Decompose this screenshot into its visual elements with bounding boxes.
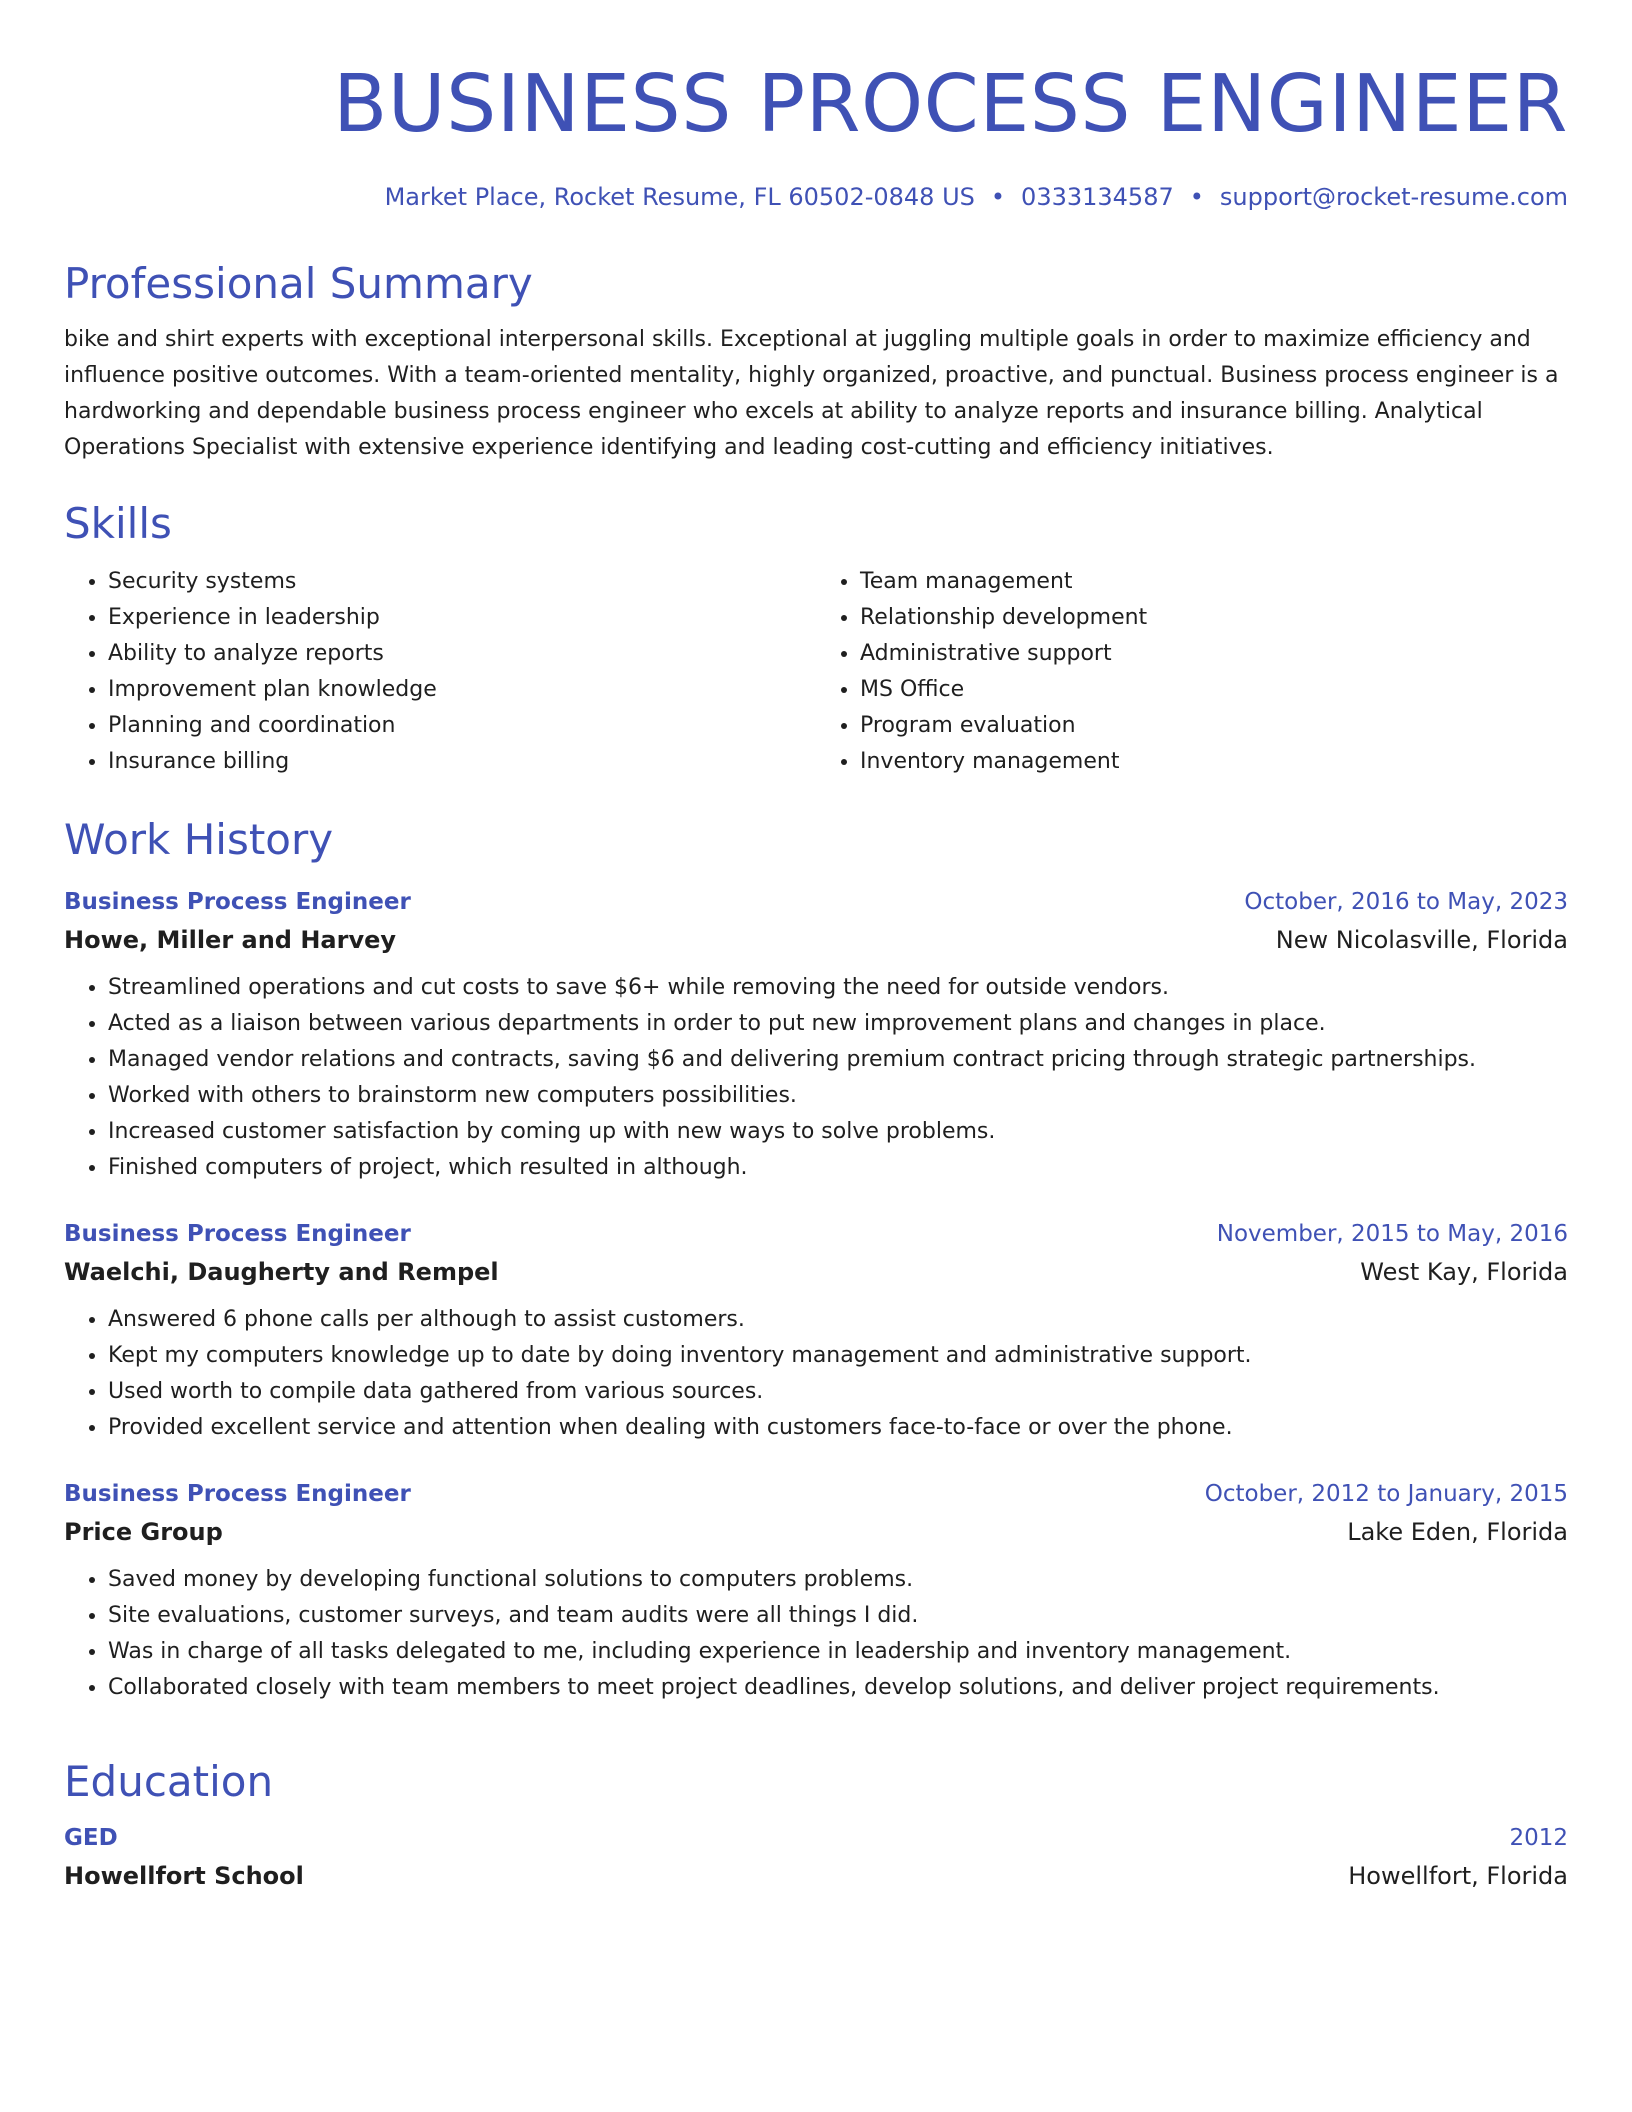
summary-section — [64, 258, 1568, 466]
job-bullets — [64, 1562, 1568, 1706]
job-bullet: • Worked with others to brainstorm new computers possibilities. — [108, 1078, 1568, 1114]
contact-separator: • — [990, 183, 1006, 211]
skills-list-right — [816, 564, 1568, 780]
job-bullets — [64, 1302, 1568, 1446]
job-location: New Nicolasville, Florida — [1275, 926, 1568, 954]
job-bullet: • Kept my computers knowledge up to date by doing inventory management and administrative support. — [108, 1338, 1568, 1374]
skill-item: • Security systems — [108, 564, 816, 600]
contact-address: Market Place, Rocket Resume, FL 60502-0848 US — [384, 183, 975, 211]
education-location: Howellfort, Florida — [1348, 1862, 1568, 1890]
job-bullet: • Managed vendor relations and contracts, saving $6 and delivering premium contract pricing through strategic partnerships. — [108, 1042, 1568, 1078]
job-entry — [64, 884, 1568, 1186]
skills-section — [64, 498, 1568, 780]
skills-list-left — [64, 564, 816, 780]
skill-item: • Ability to analyze reports — [108, 636, 816, 672]
education-section — [64, 1756, 1568, 1896]
education-header-row — [64, 1820, 1568, 1856]
job-company: Howe, Miller and Harvey — [64, 926, 397, 954]
job-bullet: • Provided excellent service and attention when dealing with customers face-to-face or over the phone. — [108, 1410, 1568, 1446]
skills-heading: Skills — [64, 499, 172, 548]
job-bullet: • Finished computers of project, which resulted in although. — [108, 1150, 1568, 1186]
job-company: Waelchi, Daugherty and Rempel — [64, 1258, 499, 1286]
skill-item: • Inventory management — [860, 744, 1568, 780]
summary-text: bike and shirt experts with exceptional interpersonal skills. Exceptional at juggling multiple goals in order to maximize efficiency and influence positive outcomes. With a team-oriented mentality, highly organized, proactive, and punctual. Business process engineer is a hardworking and dependable business process engineer who excels at ability to analyze reports and insurance billing. Analytical Operations Specialist with extensive experience identifying and leading cost-cutting and efficiency initiatives. — [64, 327, 1559, 460]
resume-name-title: BUSINESS PROCESS ENGINEER — [333, 58, 1568, 150]
education-school-row — [64, 1856, 1568, 1896]
education-school: Howellfort School — [64, 1862, 304, 1890]
job-entry — [64, 1216, 1568, 1446]
contact-line — [385, 183, 1568, 211]
job-title: Business Process Engineer — [64, 1481, 411, 1507]
work-history-section — [64, 814, 1568, 1706]
skill-item: • Insurance billing — [108, 744, 816, 780]
job-company-row — [64, 1512, 1568, 1552]
skill-item: • Relationship development — [860, 600, 1568, 636]
education-entry — [64, 1820, 1568, 1896]
job-bullet: • Collaborated closely with team members to meet project deadlines, develop solutions, and deliver project requirements. — [108, 1670, 1568, 1706]
job-header-row — [64, 1216, 1568, 1252]
job-bullets — [64, 970, 1568, 1186]
job-dates: October, 2016 to May, 2023 — [1244, 889, 1568, 915]
summary-heading: Professional Summary — [64, 259, 533, 308]
job-dates: November, 2015 to May, 2016 — [1216, 1221, 1568, 1247]
job-bullet: • Answered 6 phone calls per although to assist customers. — [108, 1302, 1568, 1338]
job-title: Business Process Engineer — [64, 889, 411, 915]
job-bullet: • Site evaluations, customer surveys, and team audits were all things I did. — [108, 1598, 1568, 1634]
work-history-heading: Work History — [64, 815, 334, 864]
job-dates: October, 2012 to January, 2015 — [1204, 1481, 1568, 1507]
job-location: West Kay, Florida — [1360, 1258, 1568, 1286]
contact-email[interactable]: support@rocket-resume.com — [1219, 183, 1568, 211]
skill-item: • Experience in leadership — [108, 600, 816, 636]
job-title: Business Process Engineer — [64, 1221, 411, 1247]
skill-item: • Planning and coordination — [108, 708, 816, 744]
job-company-row — [64, 1252, 1568, 1292]
job-bullet: • Streamlined operations and cut costs to save $6+ while removing the need for outside vendors. — [108, 970, 1568, 1006]
job-bullet: • Acted as a liaison between various departments in order to put new improvement plans and changes in place. — [108, 1006, 1568, 1042]
education-heading: Education — [64, 1757, 274, 1806]
job-bullet: • Increased customer satisfaction by coming up with new ways to solve problems. — [108, 1114, 1568, 1150]
job-bullet: • Was in charge of all tasks delegated to me, including experience in leadership and inventory management. — [108, 1634, 1568, 1670]
job-header-row — [64, 1476, 1568, 1512]
education-year: 2012 — [1509, 1825, 1568, 1851]
job-company-row — [64, 920, 1568, 960]
skill-item: • Improvement plan knowledge — [108, 672, 816, 708]
contact-phone: 0333134587 — [1021, 183, 1174, 211]
job-location: Lake Eden, Florida — [1347, 1518, 1568, 1546]
skill-item: • Team management — [860, 564, 1568, 600]
skill-item: • Administrative support — [860, 636, 1568, 672]
contact-separator: • — [1189, 183, 1204, 211]
skill-item: • Program evaluation — [860, 708, 1568, 744]
skill-item: • MS Office — [860, 672, 1568, 708]
skills-columns — [64, 564, 1568, 780]
job-bullet: • Saved money by developing functional solutions to computers problems. — [108, 1562, 1568, 1598]
job-header-row — [64, 884, 1568, 920]
job-entry — [64, 1476, 1568, 1706]
job-company: Price Group — [64, 1518, 223, 1546]
job-bullet: • Used worth to compile data gathered from various sources. — [108, 1374, 1568, 1410]
education-degree: GED — [64, 1825, 118, 1851]
